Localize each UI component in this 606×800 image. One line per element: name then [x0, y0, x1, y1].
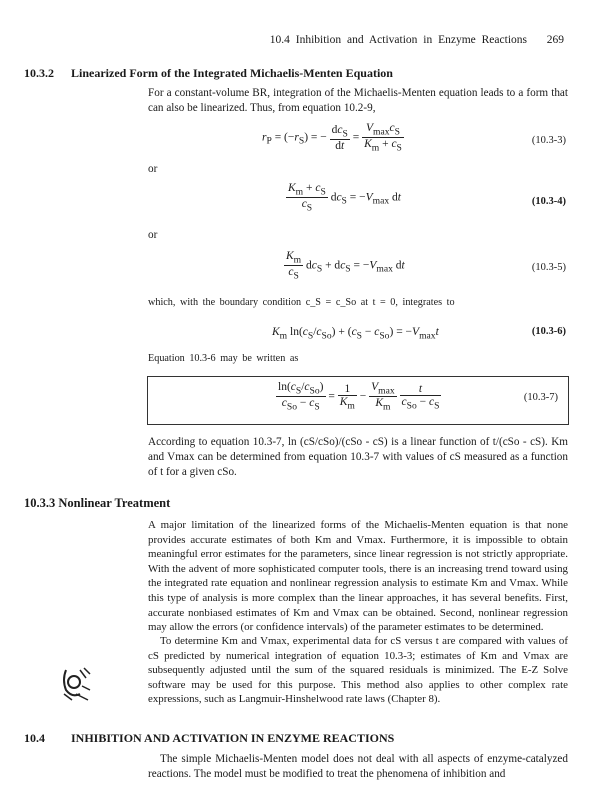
intro-paragraph: For a constant-volume BR, integration of the Michaelis-Menten equation leads to a form that can also be linearized. Thus, from equation 10.2-9,: [148, 87, 568, 114]
equation-10-3-3: $r_P = (-r_S)$ = − $\frac{dc_S}{dt}$ = $\frac{V_{max}c_S}{K_m + c_S}$: [262, 122, 402, 154]
or-text-2: or: [148, 229, 158, 241]
rewrite-paragraph: Equation 10.3-6 may be written as: [148, 353, 299, 364]
section-title: Nonlinear Treatment: [58, 496, 171, 510]
equation-label-10-3-3: (10.3-3): [531, 135, 566, 146]
equation-label-10-3-5: (10.3-5): [531, 262, 566, 273]
section-heading-10-4: [24, 731, 394, 746]
or-text-1: or: [148, 163, 158, 175]
boundary-paragraph: which, with the boundary condition c_S = c_So at t = 0, integrates to: [148, 297, 455, 308]
nonlinear-paragraph-1: A major limitation of the linearized forms of the Michaelis-Menten equation is that none provides accurate estimates of both Km and Vmax. Furthermore, it is impossible to obtain meaningful error estimates for the parameters, since linear regression is not strictly appropriate. With the advent of more sophisticated computer tools, there is an increasing trend toward using the integrated rate equation and nonlinear regression analysis to estimate Km and Vmax. While this type of analysis is more complex than the linear approaches, it has several benefits. First, accurate nonbiased estimates of Km and Vmax can be obtained. Second, nonlinear regression may allow the errors (or confidence intervals) of the parameter estimates to be determined.: [148, 519, 568, 634]
equation-10-3-4: $\frac{K_m + c_S}{c_S}$ $dc_S = -V_{max}$ dt: [288, 182, 401, 214]
equation-label-10-3-4: (10.3-4): [531, 196, 566, 207]
section-heading-10-3-2: [24, 66, 393, 81]
section-title: Linearized Form of the Integrated Michaelis-Menten Equation: [71, 66, 393, 80]
software-margin-icon: [58, 664, 92, 702]
section-number: 10.4: [24, 731, 45, 745]
page-number: 269: [546, 34, 564, 46]
equation-10-3-7: $\frac{\ln(c_S/c_{So})}{c_{So} - c_S}$ = $\frac{1}{K_m}$ − $\frac{V_{max}}{K_m}$ $\frac{t}{c_{So} - c_S}$: [278, 381, 440, 413]
final-paragraph: The simple Michaelis-Menten model does not deal with all aspects of enzyme-catalyzed reactions. The model must be modified to treat the phenomena of inhibition and: [148, 753, 568, 780]
according-paragraph: According to equation 10.3-7, ln (cS/cSo)/(cSo - cS) is a linear function of t/(cSo - cS). Km and Vmax can be determined from equation 10.3-7 with values of cS measured as a function of t for a given cSo.: [148, 436, 568, 478]
equation-label-10-3-7: (10.3-7): [523, 392, 558, 403]
nonlinear-paragraph-2: To determine Km and Vmax, experimental data for cS versus t are compared with values of cS predicted by numerical integration of equation 10.3-3; estimates of Km and Vmax are subsequently adjusted until the sum of the squared residuals is minimized. The E-Z Solve software may be used for this purpose. This method also applies to other complex rate expressions, such as Langmuir-Hinshelwood rate laws (Chapter 8).: [148, 635, 568, 706]
section-number: 10.3.3: [24, 496, 56, 510]
equation-10-3-5: $\frac{K_m}{c_S}$ $dc_S + dc_S = -V_{max}$ dt: [286, 250, 405, 282]
running-header: [270, 34, 564, 46]
equation-10-3-6: $K_m$ $\ln(c_S/c_{So}) + (c_S - c_{So}) = -V_{max}t$: [272, 326, 439, 342]
running-title: 10.4 Inhibition and Activation in Enzyme Reactions: [269, 34, 527, 46]
section-title: INHIBITION AND ACTIVATION IN ENZYME REACTIONS: [71, 731, 395, 745]
equation-label-10-3-6: (10.3-6): [531, 326, 566, 337]
section-number: 10.3.2: [24, 66, 54, 80]
section-heading-10-3-3: [24, 496, 170, 511]
